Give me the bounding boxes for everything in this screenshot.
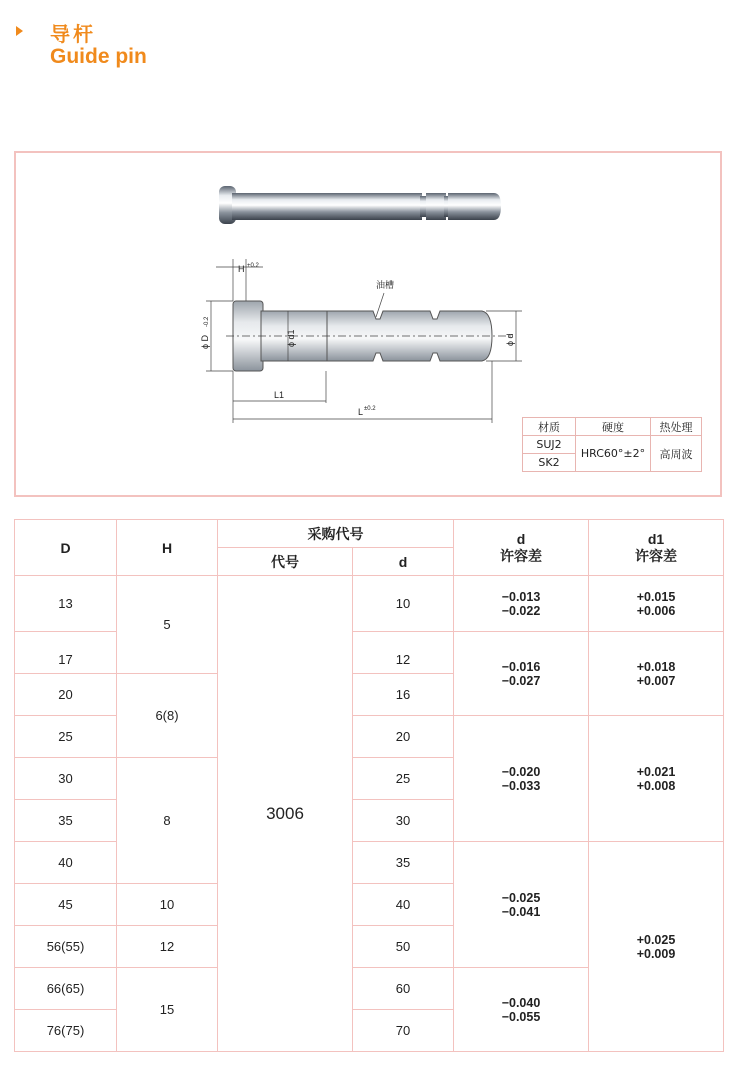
material-cell: SUJ2 <box>523 436 576 454</box>
h-value: 15 <box>117 968 218 1052</box>
hardness-cell: HRC60°±2° <box>576 436 651 472</box>
h-value: 8 <box>117 758 218 884</box>
d-value: 30 <box>353 800 454 842</box>
d-row-value: 17 <box>15 632 117 674</box>
label-d1: ϕ d1 <box>286 329 296 347</box>
label-oil-groove: 油槽 <box>376 280 395 290</box>
label-L1: L1 <box>274 390 285 400</box>
treatment-cell: 高周波 <box>651 436 702 472</box>
treatment-header: 热处理 <box>651 418 702 436</box>
d-value: 50 <box>353 926 454 968</box>
d-value: 60 <box>353 968 454 1010</box>
label-L-tol: ±0.2 <box>364 406 376 412</box>
h-value: 10 <box>117 884 218 926</box>
hardness-header: 硬度 <box>576 418 651 436</box>
header-d-tolerance: d 许容差 <box>454 520 589 576</box>
guide-pin-photo <box>219 186 501 224</box>
label-d: ϕ d <box>505 333 515 346</box>
d1-tolerance: +0.025 +0.009 <box>589 842 724 1052</box>
d-row-value: 35 <box>15 800 117 842</box>
d1-tolerance: +0.015 +0.006 <box>589 576 724 632</box>
material-table <box>522 417 702 472</box>
page-title-cn: 导杆 <box>50 22 96 46</box>
d-tolerance: −0.020 −0.033 <box>454 716 589 842</box>
d-row-value: 30 <box>15 758 117 800</box>
d1-tolerance: +0.021 +0.008 <box>589 716 724 842</box>
label-D-tol: -0.2 <box>204 316 210 327</box>
h-value: 12 <box>117 926 218 968</box>
d-value: 40 <box>353 884 454 926</box>
d-tolerance: −0.013 −0.022 <box>454 576 589 632</box>
material-header: 材质 <box>523 418 576 436</box>
d-value: 25 <box>353 758 454 800</box>
title-arrow-icon <box>16 26 23 36</box>
header-purchase-code: 采购代号 <box>218 520 454 548</box>
d-row-value: 76(75) <box>15 1010 117 1052</box>
d-value: 10 <box>353 576 454 632</box>
label-H: H <box>238 264 245 274</box>
header-D: D <box>15 520 117 576</box>
drawing-panel <box>14 151 722 497</box>
d-tolerance: −0.025 −0.041 <box>454 842 589 968</box>
d-value: 16 <box>353 674 454 716</box>
d-row-value: 45 <box>15 884 117 926</box>
h-value: 5 <box>117 576 218 674</box>
material-cell: SK2 <box>523 454 576 472</box>
d-tolerance: −0.016 −0.027 <box>454 632 589 716</box>
d-value: 70 <box>353 1010 454 1052</box>
d-row-value: 40 <box>15 842 117 884</box>
d-tolerance: −0.040 −0.055 <box>454 968 589 1052</box>
h-value: 6(8) <box>117 674 218 758</box>
header-d: d <box>353 548 454 576</box>
d-value: 12 <box>353 632 454 674</box>
page-title-en: Guide pin <box>50 45 147 68</box>
d-value: 20 <box>353 716 454 758</box>
label-D: ϕ D <box>200 334 210 349</box>
header-d1-tolerance: d1 许容差 <box>589 520 724 576</box>
label-H-tol: +0.2 <box>247 263 259 269</box>
label-L: L <box>358 407 364 417</box>
d-row-value: 13 <box>15 576 117 632</box>
d-row-value: 56(55) <box>15 926 117 968</box>
header-code: 代号 <box>218 548 353 576</box>
d-row-value: 25 <box>15 716 117 758</box>
code-value: 3006 <box>218 576 353 1052</box>
header-H: H <box>117 520 218 576</box>
d-row-value: 66(65) <box>15 968 117 1010</box>
d-value: 35 <box>353 842 454 884</box>
d-row-value: 20 <box>15 674 117 716</box>
spec-table <box>14 519 724 1052</box>
d1-tolerance: +0.018 +0.007 <box>589 632 724 716</box>
